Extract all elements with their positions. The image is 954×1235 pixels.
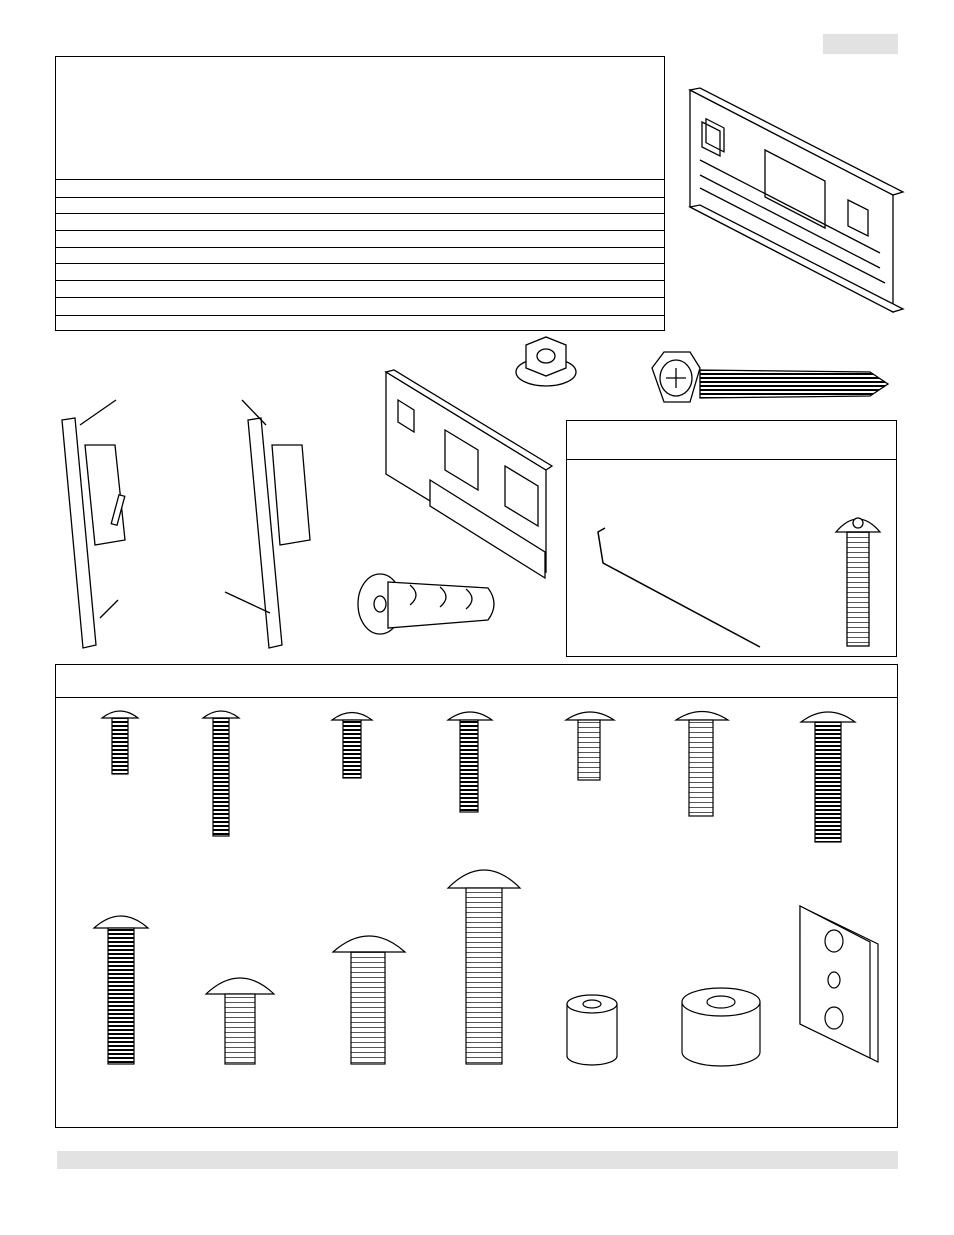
tilt-arm-right-icon: [225, 400, 310, 648]
wall-anchor-icon: [358, 574, 494, 634]
screw-icon: [203, 711, 239, 836]
adapter-bracket-icon: [386, 370, 552, 578]
flange-nut-icon: [516, 337, 576, 386]
screw-icon: [333, 936, 405, 1064]
tilt-arm-left-icon: [62, 400, 125, 648]
screw-icon: [102, 711, 138, 774]
wall-plate-icon: [690, 88, 903, 312]
screw-icon: [448, 870, 520, 1064]
allen-wrench-icon: [598, 528, 760, 647]
screw-icon: [566, 712, 614, 780]
screw-icon: [206, 978, 274, 1064]
screw-icon: [676, 712, 728, 817]
spacer-icon: [682, 988, 760, 1066]
washer-plate-icon: [800, 906, 878, 1062]
spacer-icon: [567, 995, 617, 1065]
screw-icon: [801, 712, 855, 842]
lag-bolt-icon: [652, 352, 888, 402]
screw-icon: [448, 712, 492, 812]
security-screw-icon: [836, 518, 880, 646]
screw-icon: [332, 713, 372, 779]
screw-icon: [94, 916, 148, 1064]
